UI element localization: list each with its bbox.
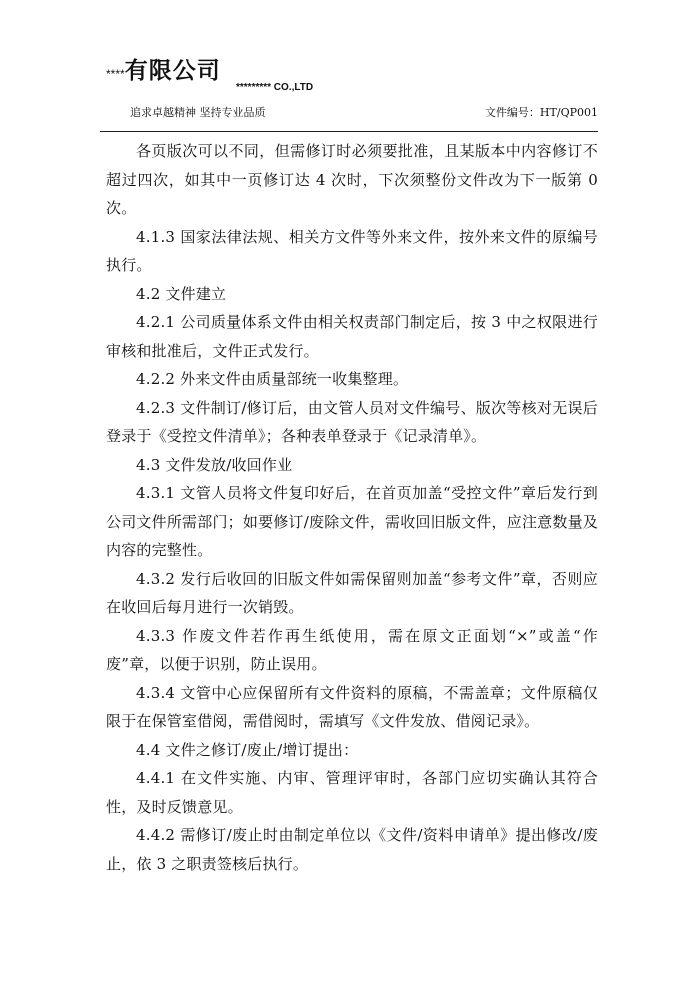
section-heading-4-2: 4.2 文件建立 [136,284,227,303]
company-name-placeholder-stars: **** [106,67,125,81]
paragraph-4-3-1: 4.3.1 文管人员将文件复印好后，在首页加盖“受控文件”章后发行到公司文件所需部门；如要修订/废除文件，需收回旧版文件，应注意数量及内容的完整性。 [106,484,598,559]
document-body [106,137,598,878]
document-number: 文件编号：HT/QP001 [484,106,598,119]
paragraph-4-2-2: 4.2.2 外来文件由质量部统一收集整理。 [136,370,409,388]
paragraph-revision-rules: 各页版次可以不同，但需修订时必须要批准，且某版本中内容修订不超过四次，如其中一页修订达 4 次时，下次须整份文件改为下一版第 0 次。 [106,142,598,217]
paragraph-4-2-3: 4.2.3 文件制订/修订后，由文管人员对文件编号、版次等核对无误后登录于《受控文件清单》；各种表单登录于《记录清单》。 [106,398,598,445]
paragraph-4-4-1: 4.4.1 在文件实施、内审、管理评审时，各部门应切实确认其符合性，及时反馈意见。 [106,769,598,816]
company-english-name: ********* CO.,LTD [236,82,314,93]
company-slogan: 追求卓越精神 坚持专业品质 [130,106,266,119]
company-title [106,52,221,85]
paragraph-4-1-3: 4.1.3 国家法律法规、相关方文件等外来文件，按外来文件的原编号执行。 [106,227,598,274]
header-divider [100,131,598,132]
paragraph-4-4-2: 4.4.2 需修订/废止时由制定单位以《文件/资料申请单》提出修改/废止，依 3 之职责签核后执行。 [106,826,598,873]
paragraph-4-2-1: 4.2.1 公司质量体系文件由相关权责部门制定后，按 3 中之权限进行审核和批准后，文件正式发行。 [106,313,598,360]
section-heading-4-4: 4.4 文件之修订/废止/增订提出： [136,740,359,759]
section-heading-4-3: 4.3 文件发放/收回作业 [136,455,293,474]
page-header [106,52,598,132]
paragraph-4-3-4: 4.3.4 文管中心应保留所有文件资料的原稿，不需盖章；文件原稿仅限于在保管室借阅，需借阅时，需填写《文件发放、借阅记录》。 [106,683,598,730]
company-name: 有限公司 [124,58,221,84]
paragraph-4-3-3: 4.3.3 作废文件若作再生纸使用，需在原文正面划“×”或盖“作废”章，以便于识别，防止误用。 [106,626,598,673]
paragraph-4-3-2: 4.3.2 发行后收回的旧版文件如需保留则加盖“参考文件”章，否则应在收回后每月进行一次销毁。 [106,569,598,616]
